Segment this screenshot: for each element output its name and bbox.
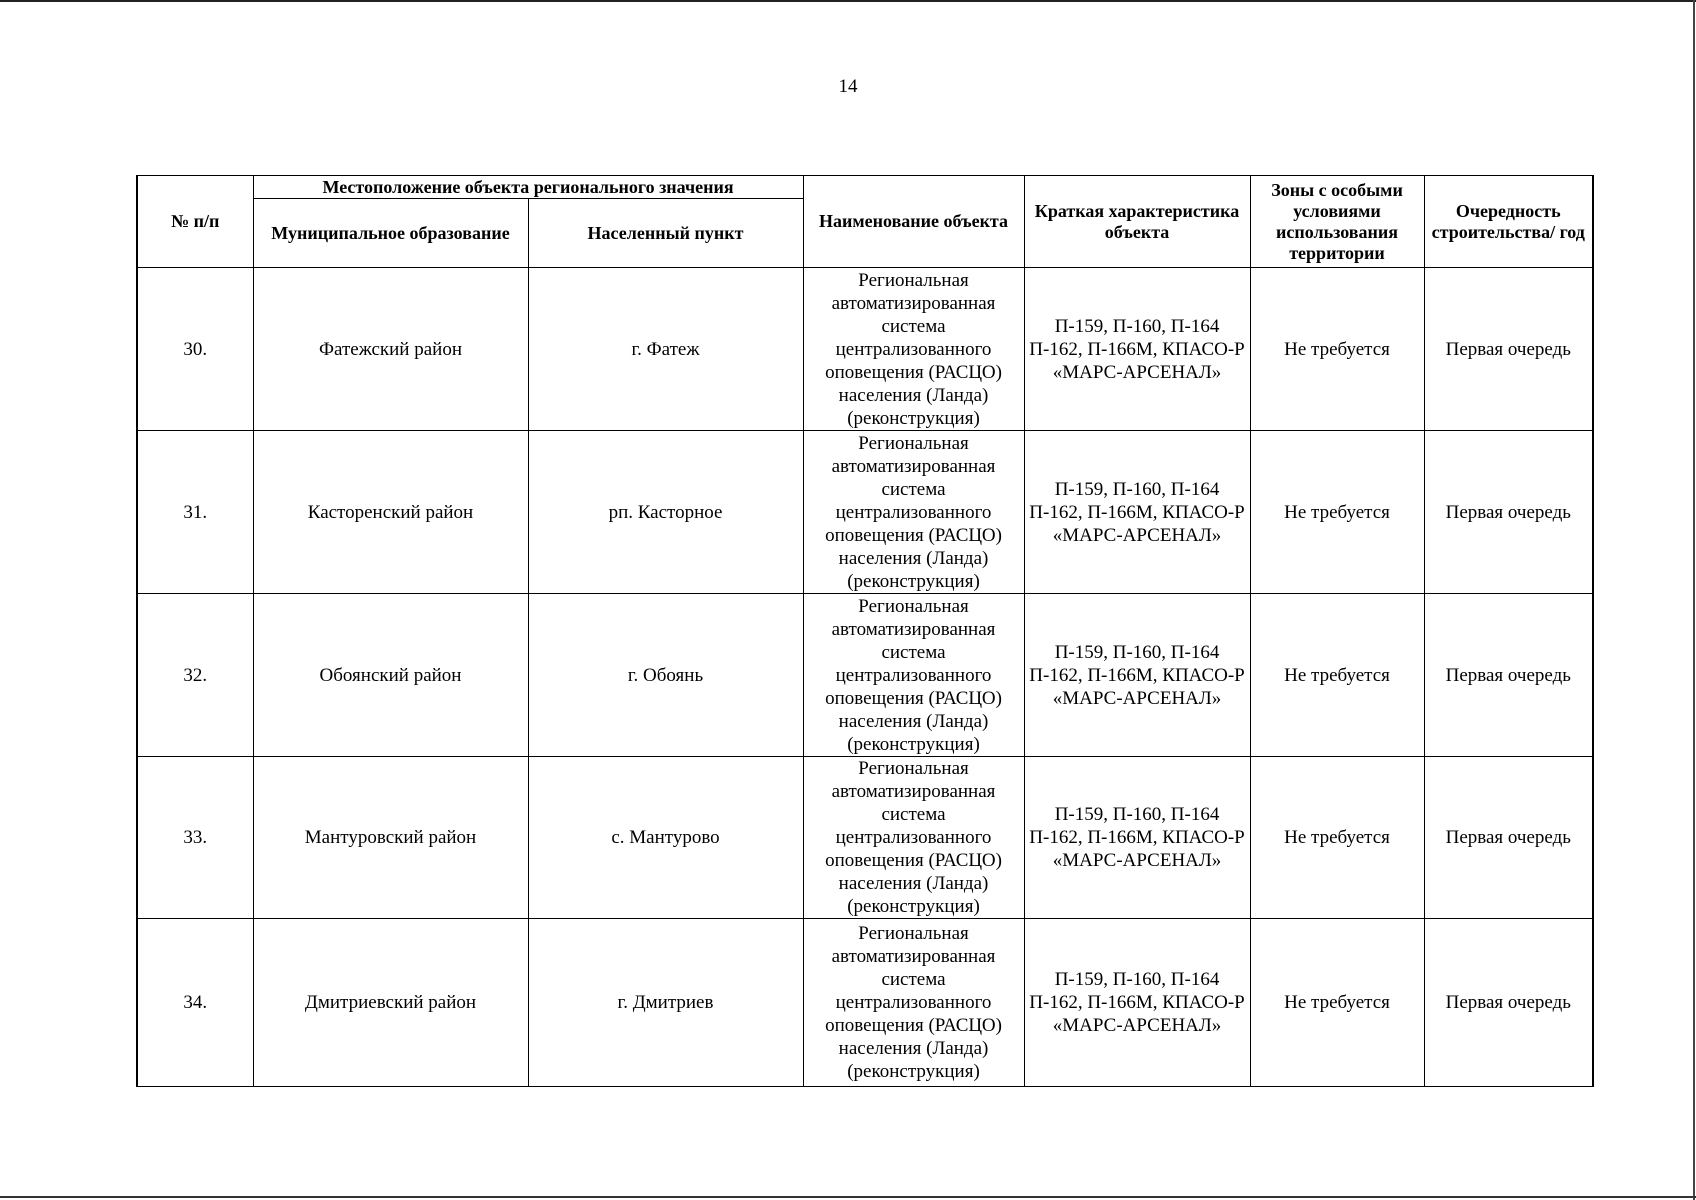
cell-settlement: г. Фатеж bbox=[528, 268, 803, 431]
cell-num: 30. bbox=[137, 268, 253, 431]
header-num: № п/п bbox=[137, 176, 253, 268]
cell-num: 34. bbox=[137, 919, 253, 1087]
cell-priority: Первая очередь bbox=[1424, 268, 1593, 431]
page-number: 14 bbox=[838, 76, 858, 97]
cell-object-name: Региональная автоматизированная система централизованного оповещения (РАСЦО) населения (Ланда) (реконструкция) bbox=[803, 919, 1024, 1087]
cell-zones: Не требуется bbox=[1250, 594, 1424, 757]
cell-municipality: Дмитриевский район bbox=[253, 919, 528, 1087]
header-settlement: Населенный пункт bbox=[528, 199, 803, 268]
cell-characteristics: П-159, П-160, П-164 П-162, П-166М, КПАСО-Р «МАРС-АРСЕНАЛ» bbox=[1024, 268, 1250, 431]
cell-settlement: рп. Касторное bbox=[528, 431, 803, 594]
header-municipality: Муниципальное образование bbox=[253, 199, 528, 268]
cell-object-name: Региональная автоматизированная система централизованного оповещения (РАСЦО) населения (Ланда) (реконструкция) bbox=[803, 431, 1024, 594]
header-zones: Зоны с особыми условиями использования территории bbox=[1250, 176, 1424, 268]
cell-municipality: Мантуровский район bbox=[253, 757, 528, 919]
cell-municipality: Обоянский район bbox=[253, 594, 528, 757]
cell-zones: Не требуется bbox=[1250, 268, 1424, 431]
page-top-edge bbox=[0, 0, 1696, 2]
table-row bbox=[137, 268, 1593, 431]
cell-priority: Первая очередь bbox=[1424, 431, 1593, 594]
cell-zones: Не требуется bbox=[1250, 919, 1424, 1087]
table-row bbox=[137, 594, 1593, 757]
table-row bbox=[137, 757, 1593, 919]
cell-num: 31. bbox=[137, 431, 253, 594]
cell-settlement: г. Дмитриев bbox=[528, 919, 803, 1087]
page-right-edge bbox=[1693, 0, 1695, 1200]
header-object-name: Наименование объекта bbox=[803, 176, 1024, 268]
header-location-group: Местоположение объекта регионального значения bbox=[253, 176, 803, 199]
cell-priority: Первая очередь bbox=[1424, 757, 1593, 919]
cell-zones: Не требуется bbox=[1250, 431, 1424, 594]
cell-object-name: Региональная автоматизированная система централизованного оповещения (РАСЦО) населения (Ланда) (реконструкция) bbox=[803, 757, 1024, 919]
cell-priority: Первая очередь bbox=[1424, 919, 1593, 1087]
cell-object-name: Региональная автоматизированная система централизованного оповещения (РАСЦО) населения (Ланда) (реконструкция) bbox=[803, 594, 1024, 757]
cell-zones: Не требуется bbox=[1250, 757, 1424, 919]
cell-characteristics: П-159, П-160, П-164 П-162, П-166М, КПАСО-Р «МАРС-АРСЕНАЛ» bbox=[1024, 594, 1250, 757]
header-characteristics: Краткая характеристика объекта bbox=[1024, 176, 1250, 268]
cell-priority: Первая очередь bbox=[1424, 594, 1593, 757]
cell-municipality: Касторенский район bbox=[253, 431, 528, 594]
table-header-row bbox=[137, 176, 1593, 199]
header-priority: Очередность строительства/ год bbox=[1424, 176, 1593, 268]
page-bottom-edge bbox=[0, 1196, 1696, 1198]
table-row bbox=[137, 431, 1593, 594]
cell-settlement: с. Мантурово bbox=[528, 757, 803, 919]
cell-object-name: Региональная автоматизированная система централизованного оповещения (РАСЦО) населения (Ланда) (реконструкция) bbox=[803, 268, 1024, 431]
cell-settlement: г. Обоянь bbox=[528, 594, 803, 757]
regional-objects-table bbox=[136, 175, 1594, 1087]
cell-num: 32. bbox=[137, 594, 253, 757]
cell-municipality: Фатежский район bbox=[253, 268, 528, 431]
cell-num: 33. bbox=[137, 757, 253, 919]
cell-characteristics: П-159, П-160, П-164 П-162, П-166М, КПАСО-Р «МАРС-АРСЕНАЛ» bbox=[1024, 757, 1250, 919]
cell-characteristics: П-159, П-160, П-164 П-162, П-166М, КПАСО-Р «МАРС-АРСЕНАЛ» bbox=[1024, 431, 1250, 594]
table-row bbox=[137, 919, 1593, 1087]
cell-characteristics: П-159, П-160, П-164 П-162, П-166М, КПАСО-Р «МАРС-АРСЕНАЛ» bbox=[1024, 919, 1250, 1087]
